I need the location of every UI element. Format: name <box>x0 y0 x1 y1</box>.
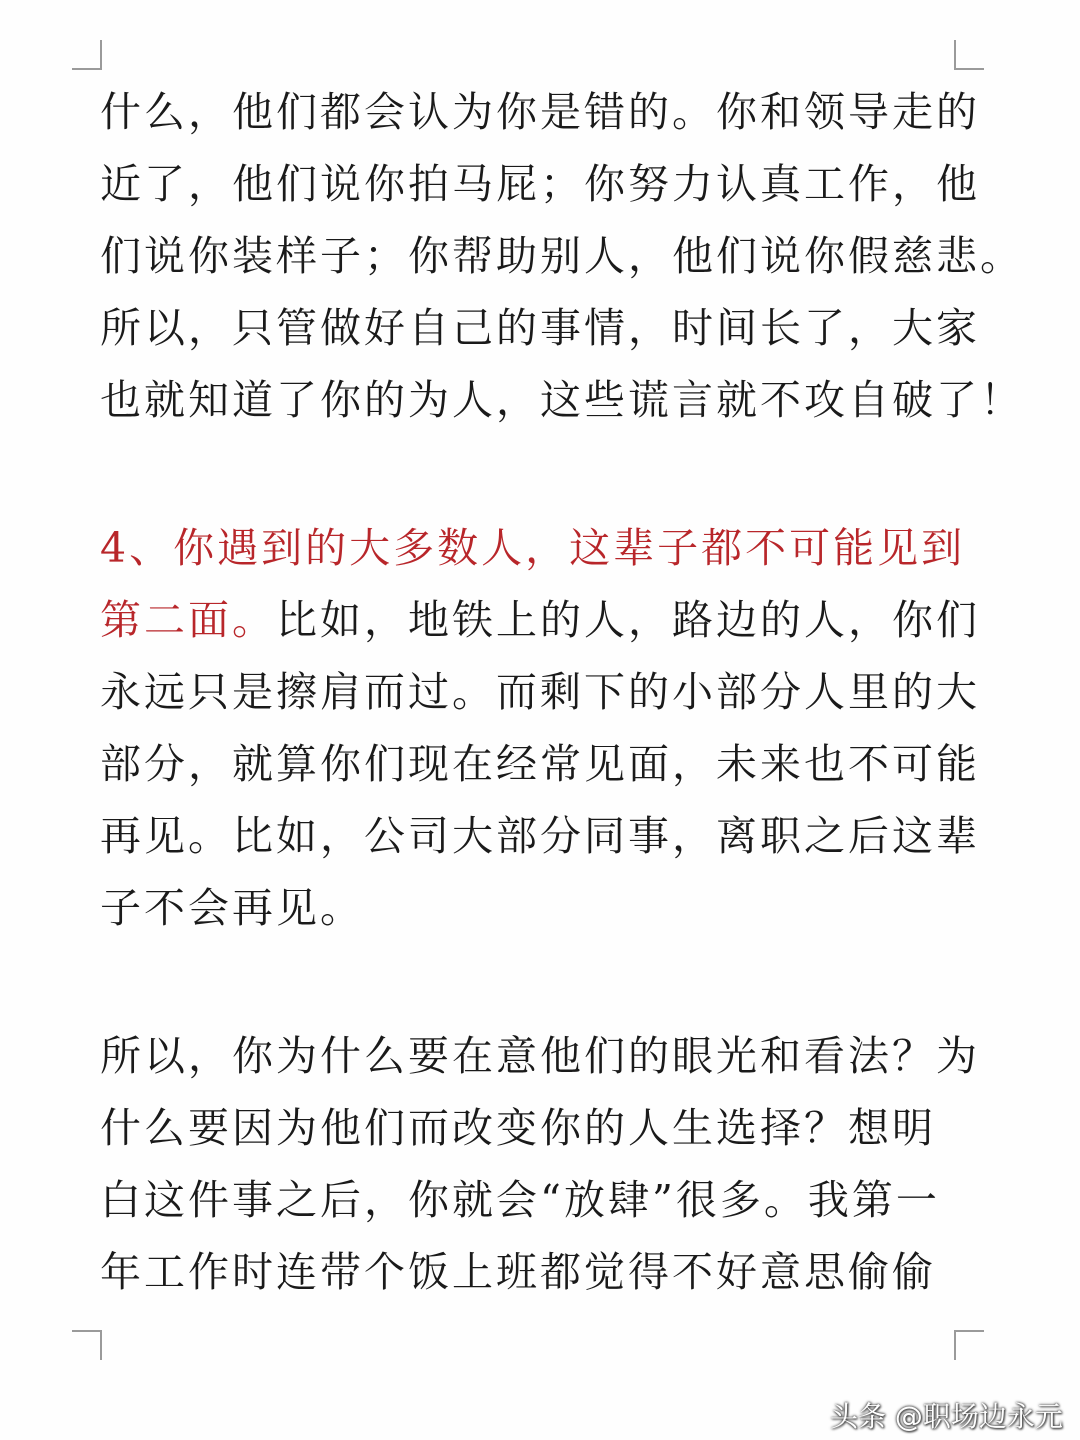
text-line: 所以，只管做好自己的事情，时间长了，大家 <box>100 304 980 352</box>
text-line: 年工作时连带个饭上班都觉得不好意思偷偷 <box>100 1248 936 1296</box>
text-line: 什么，他们都会认为你是错的。你和领导走的 <box>100 88 980 136</box>
heading-line-red: 4、你遇到的大多数人，这辈子都不可能见到 <box>100 524 966 572</box>
paragraph-1 <box>100 76 1024 436</box>
text-line: 再见。比如，公司大部分同事，离职之后这辈 <box>100 812 980 860</box>
text-line: 们说你装样子；你帮助别人，他们说你假慈悲。 <box>100 232 1024 280</box>
text-line: 永远只是擦肩而过。而剩下的小部分人里的大 <box>100 668 980 716</box>
crop-mark-bottom-right <box>954 1330 984 1360</box>
text-line: 近了，他们说你拍马屁；你努力认真工作，他 <box>100 160 980 208</box>
crop-mark-bottom-left <box>72 1330 102 1360</box>
text-line: 子不会再见。 <box>100 884 364 932</box>
text-line: 部分，就算你们现在经常见面，未来也不可能 <box>100 740 980 788</box>
watermark: 头条 @职场边永元 <box>830 1400 1063 1433</box>
text-line: 也就知道了你的为人，这些谎言就不攻自破了！ <box>100 376 1024 424</box>
heading-line-rest: 比如，地铁上的人，路边的人，你们 <box>276 596 980 644</box>
paragraph-2 <box>100 512 980 944</box>
text-line-mixed <box>100 584 980 656</box>
crop-mark-top-left <box>72 40 102 70</box>
text-line: 白这件事之后，你就会“放肆”很多。我第一 <box>100 1176 940 1224</box>
text-line: 所以，你为什么要在意他们的眼光和看法？为 <box>100 1032 980 1080</box>
crop-mark-top-right <box>954 40 984 70</box>
heading-continuation-red: 第二面。 <box>100 596 276 644</box>
paragraph-3 <box>100 1020 980 1308</box>
text-line: 什么要因为他们而改变你的人生选择？想明 <box>100 1104 936 1152</box>
